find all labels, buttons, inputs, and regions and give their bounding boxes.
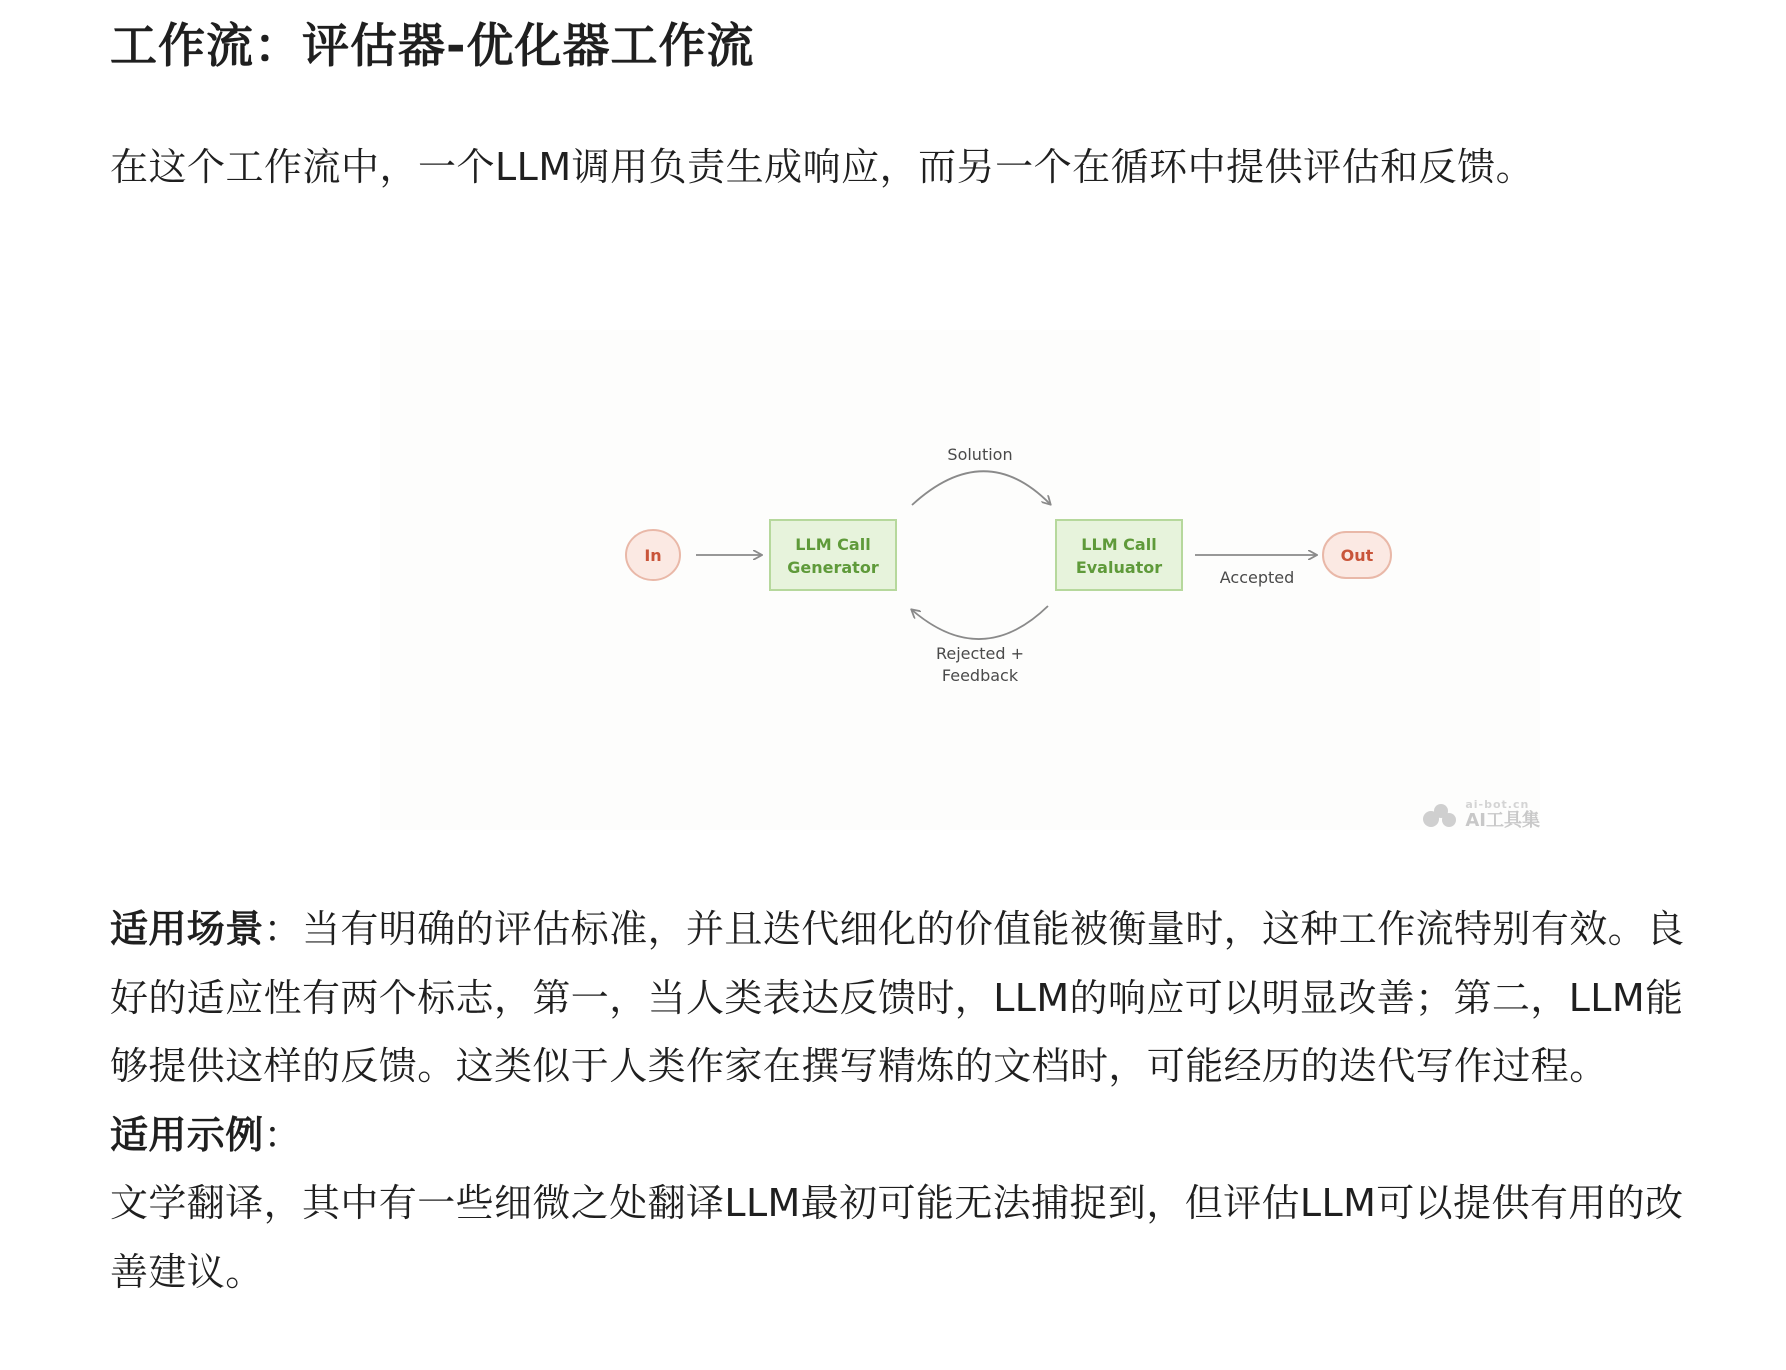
rejected-arrow: [912, 606, 1048, 639]
examples-colon: ：: [263, 1112, 303, 1157]
watermark-small: ai-bot.cn: [1465, 798, 1530, 811]
examples-heading: [110, 1101, 1700, 1170]
intro-paragraph: 在这个工作流中，一个LLM调用负责生成响应，而另一个在循环中提供评估和反馈。: [110, 145, 1535, 189]
examples-paragraph: 文学翻译，其中有一些细微之处翻译LLM最初可能无法捕捉到，但评估LLM可以提供有用的改善建议。: [110, 1181, 1684, 1294]
diagram-svg: [380, 330, 1540, 830]
out-node: [1323, 532, 1391, 578]
accepted-label: Accepted: [1219, 568, 1295, 587]
in-node: [626, 530, 680, 580]
scenario-label: 适用场景: [110, 907, 264, 951]
watermark-logo-icon: [1419, 801, 1459, 829]
generator-line2: Generator: [787, 558, 879, 577]
evaluator-line2: Evaluator: [1075, 558, 1163, 577]
watermark-big: AI工具集: [1465, 810, 1540, 831]
out-label: Out: [1340, 546, 1374, 565]
in-label: In: [644, 546, 662, 565]
solution-label: Solution: [947, 445, 1013, 464]
examples-label: 适用示例: [110, 1112, 264, 1157]
solution-arrow: [912, 471, 1050, 505]
body-section: [110, 895, 1700, 1306]
evaluator-node: [1056, 520, 1182, 590]
page-title: 工作流：评估器-优化器工作流: [110, 19, 755, 74]
rejected-line1: Rejected +: [935, 644, 1025, 663]
generator-line1: LLM Call: [795, 535, 871, 554]
workflow-diagram: [380, 330, 1540, 830]
scenario-text: ：当有明确的评估标准，并且迭代细化的价值能被衡量时，这种工作流特别有效。良好的适应性有两个标志，第一，当人类表达反馈时，LLM的响应可以明显改善；第二，LLM能够提供这样的反馈。这类似于人类作家在撰写精炼的文档时，可能经历的迭代写作过程。: [110, 907, 1685, 1088]
generator-node: [770, 520, 896, 590]
rejected-line2: Feedback: [941, 666, 1019, 685]
scenario-paragraph: [110, 895, 1700, 1101]
evaluator-line1: LLM Call: [1081, 535, 1157, 554]
watermark: [1465, 799, 1540, 830]
